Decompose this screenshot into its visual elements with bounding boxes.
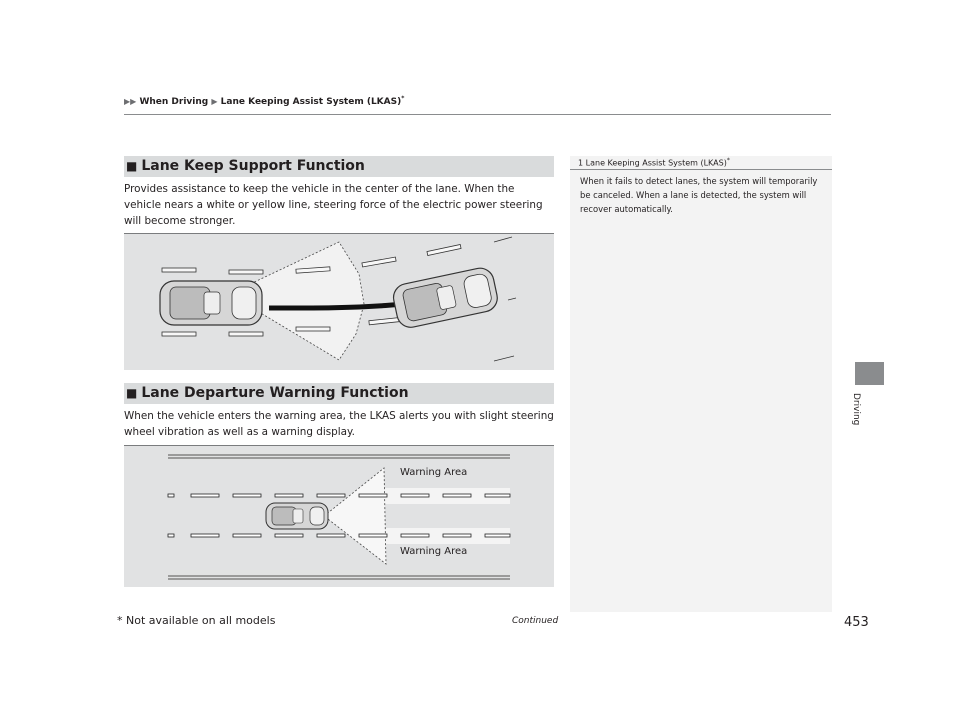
lane-keep-illustration (124, 233, 554, 370)
lane-departure-illustration (124, 445, 554, 587)
arrow-icon: ▶▶ (124, 97, 137, 106)
side-note-rule (570, 169, 832, 170)
square-bullet-icon: ■ (126, 386, 138, 400)
breadcrumb (124, 95, 404, 107)
square-bullet-icon: ■ (126, 159, 138, 173)
camera-view-cone (324, 468, 386, 564)
lane-keep-diagram (124, 234, 554, 370)
warning-area-label: Warning Area (400, 546, 468, 557)
footnote: * Not available on all models (117, 614, 276, 627)
vehicle-icon (266, 503, 328, 529)
arrow-icon: ▶ (211, 97, 218, 106)
continued-label: Continued (512, 616, 559, 626)
header-rule (124, 114, 831, 115)
side-note-panel (570, 156, 832, 612)
section-title: Lane Keep Support Function (141, 158, 365, 174)
chapter-tab[interactable] (855, 362, 884, 385)
vehicle-icon (391, 266, 500, 330)
side-note-text: When it fails to detect lanes, the system will temporarily be canceled. When a lane is detected, the system will recover automatically. (580, 176, 818, 214)
section-heading-lane-keep-support (124, 156, 554, 177)
lane-departure-diagram (124, 446, 554, 587)
section-heading-lane-departure-warning (124, 383, 554, 404)
breadcrumb-item-lkas[interactable]: Lane Keeping Assist System (LKAS) (220, 97, 402, 107)
vehicle-icon (160, 281, 262, 325)
breadcrumb-item-when-driving[interactable]: When Driving (139, 97, 209, 107)
section-title: Lane Departure Warning Function (141, 385, 409, 401)
reference-number: 1 (578, 158, 584, 168)
asterisk-mark: * (401, 95, 405, 102)
page-number: 453 (844, 615, 869, 630)
section-body-text: When the vehicle enters the warning area, the LKAS alerts you with slight steering wheel vibration as well as a warning display. (124, 410, 554, 438)
section-body-text: Provides assistance to keep the vehicle in the center of the lane. When the vehicle nears a white or yellow line, steering force of the electric power steering will become stronger. (124, 183, 543, 227)
side-note-title: 1 Lane Keeping Assist System (LKAS)* (578, 157, 730, 168)
asterisk-mark: * (726, 157, 730, 164)
warning-area-label: Warning Area (400, 467, 468, 478)
chapter-tab-label: Driving (851, 393, 861, 426)
